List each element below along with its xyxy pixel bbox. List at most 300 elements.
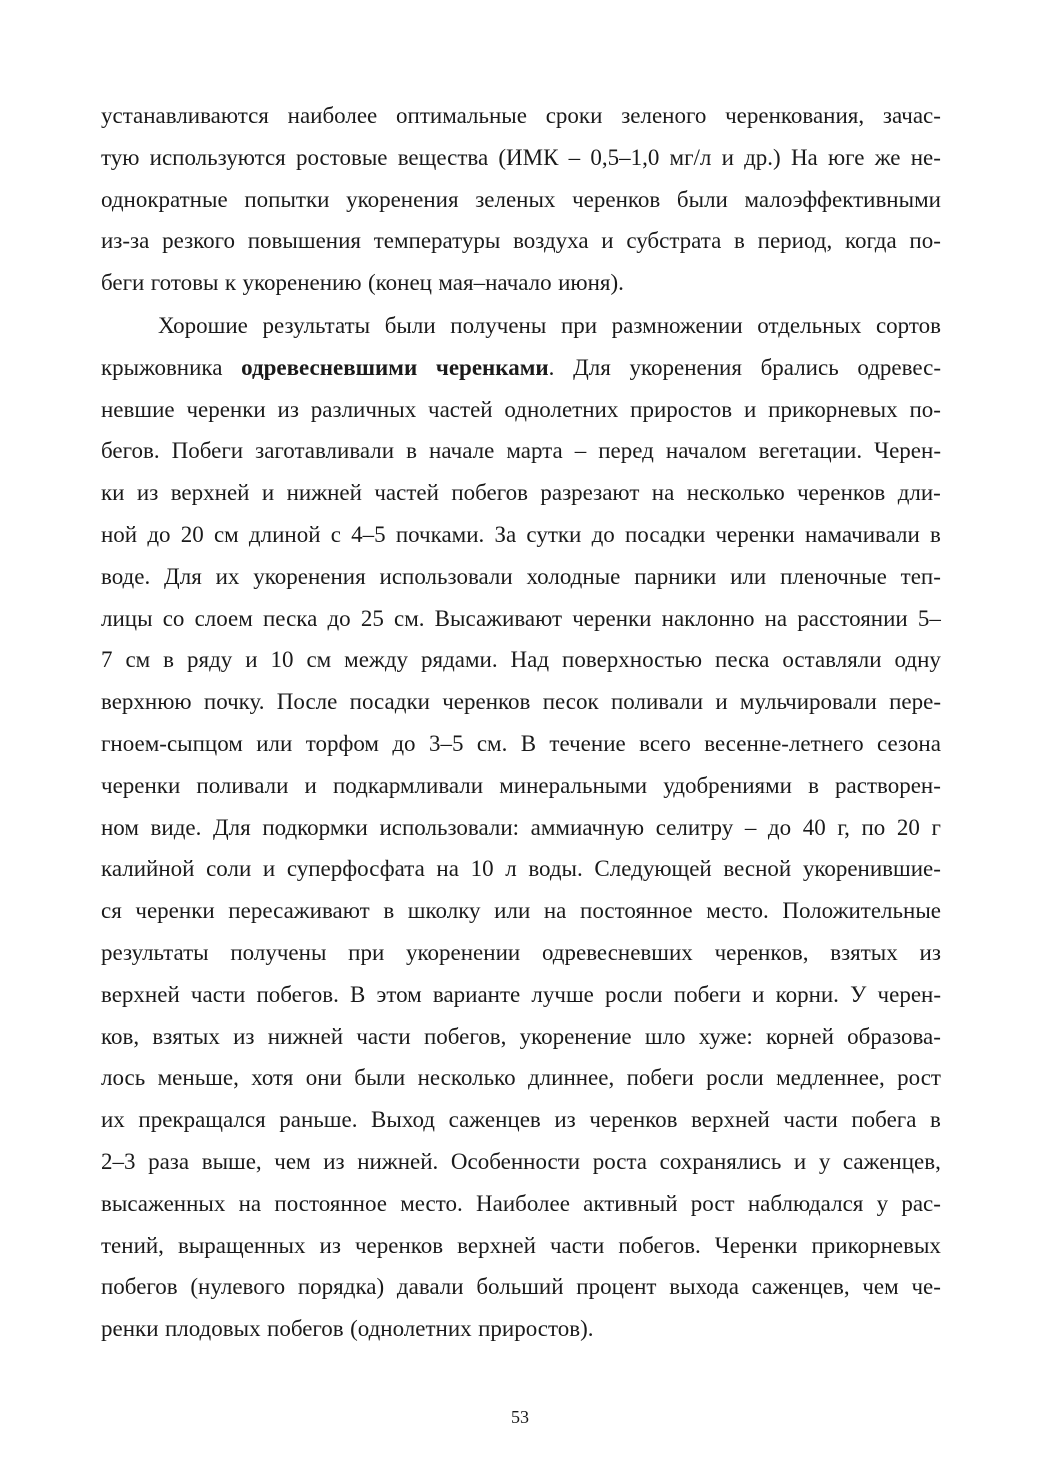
text-line: [101, 347, 941, 389]
word: –: [568, 144, 581, 170]
word: одревесневших: [541, 939, 693, 965]
word: части: [190, 981, 246, 1007]
word: когда: [844, 228, 897, 254]
word: укоренения: [346, 186, 459, 212]
word: воздуха: [513, 228, 589, 254]
text-line: [101, 848, 941, 890]
word: В: [520, 730, 537, 756]
word: Высаживают: [434, 605, 563, 631]
word: длиной: [248, 521, 321, 547]
word: из: [277, 396, 299, 422]
word: выхода: [669, 1274, 739, 1300]
text-line: [101, 1057, 941, 1099]
text-line: [101, 974, 941, 1016]
word: 0,5–1,0: [590, 144, 660, 170]
word: с: [330, 521, 341, 547]
text-line: [101, 723, 941, 765]
word: и: [752, 981, 765, 1007]
word: размножении: [611, 313, 743, 338]
word: приростов: [630, 396, 733, 422]
word: до: [767, 814, 792, 840]
word: саженцев,: [751, 1274, 850, 1300]
word: различных: [310, 396, 417, 422]
text-line: [101, 179, 941, 221]
word: ряду: [187, 647, 233, 673]
word: по-: [909, 228, 941, 254]
word: зачас-: [882, 103, 941, 128]
word: или: [494, 898, 531, 924]
word: За: [494, 521, 517, 547]
word: резкого: [162, 228, 236, 254]
word: варианте: [432, 981, 521, 1007]
word: несколько: [686, 480, 785, 506]
word: посадки: [624, 521, 706, 547]
word: чем: [862, 1274, 899, 1300]
word: ки: [101, 480, 125, 506]
word: удобрениями: [663, 772, 792, 798]
word: верхнюю: [101, 689, 192, 715]
word: –: [574, 438, 587, 464]
word: бегов.: [101, 438, 160, 464]
word: были: [384, 313, 436, 338]
word: получены: [450, 313, 547, 338]
word: в: [930, 1107, 941, 1133]
word: Особенности: [450, 1148, 581, 1174]
word: тую: [101, 144, 140, 170]
word: результаты: [101, 939, 209, 965]
word: саженцев,: [842, 1148, 941, 1174]
word: минеральными: [499, 772, 648, 798]
word: из: [919, 939, 941, 965]
word: (конец: [367, 270, 432, 296]
word: по-: [909, 396, 941, 422]
word: повышения: [247, 228, 361, 254]
word: место.: [400, 1190, 463, 1216]
word: между: [344, 647, 409, 673]
word: и: [262, 856, 276, 882]
word: или: [730, 563, 767, 589]
word: хуже:: [698, 1023, 753, 1049]
word: порядка): [297, 1274, 385, 1300]
word: поливали: [196, 772, 289, 798]
word: холодные: [526, 563, 621, 589]
word: черенки: [135, 898, 215, 924]
word: заготавливали: [255, 438, 395, 464]
word: Наиболее: [476, 1190, 570, 1216]
word: черенков: [354, 1232, 444, 1258]
text-line: [101, 262, 941, 304]
word: В: [349, 981, 366, 1007]
word: селитру: [655, 814, 734, 840]
word: устанавливаются: [101, 103, 269, 128]
word: 2–3: [101, 1148, 136, 1174]
word: верхней: [457, 1232, 536, 1258]
word: однолетних: [504, 396, 619, 422]
word: сроки: [545, 103, 603, 128]
word: После: [276, 689, 338, 715]
word: чем: [274, 1148, 311, 1174]
word: черенками.: [435, 354, 555, 380]
word: намачивали: [804, 521, 920, 547]
word: субстрата: [626, 228, 722, 254]
word: в: [808, 772, 819, 798]
word: температуры: [373, 228, 501, 254]
word: укоренении: [406, 939, 521, 965]
word: процент: [576, 1274, 657, 1300]
word: мульчировали: [739, 689, 877, 715]
word: в: [406, 438, 418, 464]
word: сезона: [876, 730, 941, 756]
word: из: [233, 1023, 255, 1049]
word: побегов.: [618, 1232, 701, 1258]
word: черенков: [797, 480, 886, 506]
word: мг/л: [669, 144, 712, 170]
word: 4–5: [351, 521, 386, 547]
word: рас-: [901, 1190, 941, 1216]
word: меньше,: [157, 1065, 239, 1091]
word: черенков: [572, 186, 661, 212]
text-line: [101, 1225, 941, 1267]
word: июня).: [558, 270, 624, 296]
paragraph-1: [101, 95, 941, 304]
word: дли-: [897, 480, 941, 506]
word: побегов: [101, 1274, 178, 1300]
word: подкармливали: [332, 772, 484, 798]
word: 20: [896, 814, 920, 840]
word: роста: [592, 1148, 648, 1174]
word: почками.: [395, 521, 485, 547]
word: укоренения: [629, 354, 742, 380]
word: виде.: [150, 814, 202, 840]
word: и: [601, 228, 614, 254]
word: г: [931, 814, 941, 840]
word: пленочные: [780, 563, 887, 589]
word: На: [790, 144, 818, 170]
word: их: [101, 1107, 125, 1133]
word: ся: [101, 898, 122, 924]
word: и: [304, 772, 317, 798]
word: черенков,: [714, 939, 809, 965]
word: раньше.: [279, 1107, 358, 1133]
word: выше,: [201, 1148, 262, 1174]
word: в: [163, 647, 175, 673]
word: взятых: [830, 939, 898, 965]
word: черен-: [877, 981, 941, 1007]
word: или: [256, 730, 293, 756]
word: парники: [634, 563, 717, 589]
word: период,: [757, 228, 833, 254]
word: Над: [510, 647, 550, 673]
word: укоренившие-: [802, 856, 941, 882]
word: торфом: [305, 730, 379, 756]
word: использовали: [379, 563, 513, 589]
text-line: [101, 514, 941, 556]
word: сутки: [526, 521, 582, 547]
word: оптимальные: [396, 103, 527, 128]
word: Для: [164, 563, 202, 589]
word: частей: [428, 396, 493, 422]
word: подкормки: [262, 814, 368, 840]
word: пересаживают: [228, 898, 370, 924]
word: поливали: [610, 689, 704, 715]
word: росли: [605, 981, 663, 1007]
word: черенки: [715, 521, 795, 547]
word: наиболее: [287, 103, 378, 128]
word: воде.: [101, 563, 151, 589]
word: че-: [911, 1274, 941, 1300]
word: давали: [396, 1274, 464, 1300]
text-line: [101, 639, 941, 681]
word: ном: [101, 814, 139, 840]
word: Для: [212, 814, 251, 840]
word: укоренения: [253, 563, 366, 589]
word: весной: [723, 856, 792, 882]
text-line: [101, 305, 941, 347]
word: длиннее,: [527, 1065, 615, 1091]
word: высаженных: [101, 1190, 226, 1216]
word: образова-: [847, 1023, 941, 1049]
word: использовали:: [379, 814, 520, 840]
word: посадки: [349, 689, 430, 715]
text-line: [101, 472, 941, 514]
text-line: [101, 1308, 941, 1350]
word: 7: [101, 647, 113, 673]
word: одревесневшими: [241, 354, 418, 380]
word: Следующей: [594, 856, 712, 882]
word: началом: [665, 438, 747, 464]
word: нижней: [286, 480, 362, 506]
word: нижней: [267, 1023, 344, 1049]
word: побеги: [673, 981, 741, 1007]
text-line: [101, 220, 941, 262]
text-line: [101, 137, 941, 179]
word: верхней: [101, 981, 180, 1007]
word: в: [734, 228, 745, 254]
word: см: [125, 647, 151, 673]
word: из: [319, 1232, 341, 1258]
word: см: [213, 521, 239, 547]
text-line: [101, 556, 941, 598]
word: их: [215, 563, 240, 589]
text-line: [101, 1183, 941, 1225]
word: невшие: [101, 396, 175, 422]
word: растворен-: [835, 772, 941, 798]
word: получены: [230, 939, 327, 965]
word: они: [305, 1065, 342, 1091]
word: лучше: [531, 981, 594, 1007]
word: в: [929, 521, 941, 547]
word: попытки: [244, 186, 330, 212]
word: к: [224, 270, 237, 296]
word: на: [436, 856, 459, 882]
word: воды.: [528, 856, 583, 882]
word: корни.: [775, 981, 839, 1007]
text-line: [101, 807, 941, 849]
word: л: [505, 856, 517, 882]
text-line: [101, 765, 941, 807]
text-line: [101, 681, 941, 723]
word: 25: [360, 605, 384, 631]
word: укоренению: [242, 270, 362, 296]
word: и: [715, 689, 728, 715]
word: теп-: [900, 563, 941, 589]
text-line: [101, 1099, 941, 1141]
word: части: [783, 1107, 838, 1133]
word: у: [818, 1148, 831, 1174]
word: 10: [270, 647, 294, 673]
word: несколько: [417, 1065, 516, 1091]
word: хотя: [251, 1065, 294, 1091]
word: наклонно: [661, 605, 755, 631]
word: по: [861, 814, 886, 840]
word: при: [348, 939, 385, 965]
word: зеленого: [621, 103, 707, 128]
word: готовы: [150, 270, 219, 296]
word: брались: [760, 354, 839, 380]
word: из: [554, 1107, 576, 1133]
word: при: [560, 313, 598, 338]
word: и: [245, 647, 258, 673]
word: мая–начало: [438, 270, 552, 296]
word: сохранялись: [659, 1148, 782, 1174]
word: побегов: [451, 480, 528, 506]
word: см.: [476, 730, 508, 756]
word: ренки: [101, 1316, 159, 1342]
word: плодовых: [164, 1316, 261, 1342]
text-line: [101, 95, 941, 137]
word: в: [383, 898, 395, 924]
word: результаты: [262, 313, 371, 338]
word: всего: [639, 730, 691, 756]
word: на: [543, 898, 567, 924]
word: (нулевого: [190, 1274, 286, 1300]
word: у: [876, 1190, 889, 1216]
word: части: [356, 1023, 411, 1049]
word: начале: [429, 438, 495, 464]
word: У: [850, 981, 867, 1007]
word: частей: [374, 480, 439, 506]
word: Хорошие: [158, 313, 248, 338]
word: верхней: [170, 480, 250, 506]
word: не-: [910, 144, 941, 170]
word: (ИМК: [498, 144, 559, 170]
word: черенки: [572, 605, 652, 631]
word: прикорневых: [768, 396, 898, 422]
text-line: [101, 932, 941, 974]
word: отдельных: [757, 313, 862, 338]
text-line: [101, 1266, 941, 1308]
word: и: [744, 396, 757, 422]
word: из: [323, 1148, 345, 1174]
word: нижней.: [357, 1148, 439, 1174]
word: выращенных: [177, 1232, 306, 1258]
word: были: [676, 186, 728, 212]
word: укоренение: [519, 1023, 632, 1049]
word: побега: [851, 1107, 917, 1133]
word: одревес-: [857, 354, 941, 380]
word: побеги: [626, 1065, 694, 1091]
word: из: [136, 480, 159, 506]
word: перед: [598, 438, 654, 464]
word: же: [874, 144, 901, 170]
text-line: [101, 890, 941, 932]
word: см.: [394, 605, 425, 631]
word: прикорневых: [811, 1232, 941, 1258]
word: части: [549, 1232, 605, 1258]
word: г,: [837, 814, 850, 840]
word: марта: [506, 438, 563, 464]
word: песка: [715, 647, 770, 673]
word: наблюдался: [747, 1190, 864, 1216]
word: лицы: [101, 605, 153, 631]
word: до: [591, 521, 615, 547]
word: Побеги: [171, 438, 244, 464]
text-line: [101, 598, 941, 640]
word: юге: [827, 144, 865, 170]
word: из-за: [101, 228, 150, 254]
word: черенков: [589, 1107, 678, 1133]
word: больший: [476, 1274, 564, 1300]
word: течение: [549, 730, 626, 756]
word: см: [306, 647, 332, 673]
word: беги: [101, 270, 145, 296]
word: почку.: [203, 689, 265, 715]
word: и: [793, 1148, 807, 1174]
word: аммиачную: [530, 814, 645, 840]
word: песок: [542, 689, 599, 715]
word: используются: [149, 144, 286, 170]
word: на: [764, 605, 788, 631]
word: саженцев: [448, 1107, 541, 1133]
text-line: [101, 1141, 941, 1183]
word: 40: [802, 814, 826, 840]
word: постоянное: [274, 1190, 387, 1216]
word: калийной: [101, 856, 195, 882]
word: со: [162, 605, 185, 631]
word: медленнее,: [776, 1065, 885, 1091]
word: школку: [407, 898, 481, 924]
word: до: [392, 730, 416, 756]
word: 5–: [917, 605, 941, 631]
word: побегов.: [256, 981, 339, 1007]
word: черенков: [442, 689, 531, 715]
word: поверхностью: [562, 647, 703, 673]
word: были: [354, 1065, 406, 1091]
word: сортов: [875, 313, 941, 338]
word: ростовые: [295, 144, 388, 170]
word: однократные: [101, 186, 228, 212]
word: корней: [766, 1023, 834, 1049]
word: малоэффективными: [744, 186, 941, 212]
word: постоянное: [580, 898, 693, 924]
word: вегетации.: [758, 438, 863, 464]
word: побегов: [267, 1316, 344, 1342]
word: крыжовника: [101, 354, 223, 380]
text-line: [101, 389, 941, 431]
word: суперфосфата: [286, 856, 425, 882]
word: Для: [573, 354, 611, 380]
word: шло: [644, 1023, 686, 1049]
word: тений,: [101, 1232, 164, 1258]
word: др.): [744, 144, 781, 170]
word: и: [721, 144, 734, 170]
word: место.: [706, 898, 769, 924]
word: на: [238, 1190, 262, 1216]
word: росли: [706, 1065, 764, 1091]
word: рост: [897, 1065, 941, 1091]
word: 3–5: [428, 730, 464, 756]
word: вещества: [397, 144, 489, 170]
